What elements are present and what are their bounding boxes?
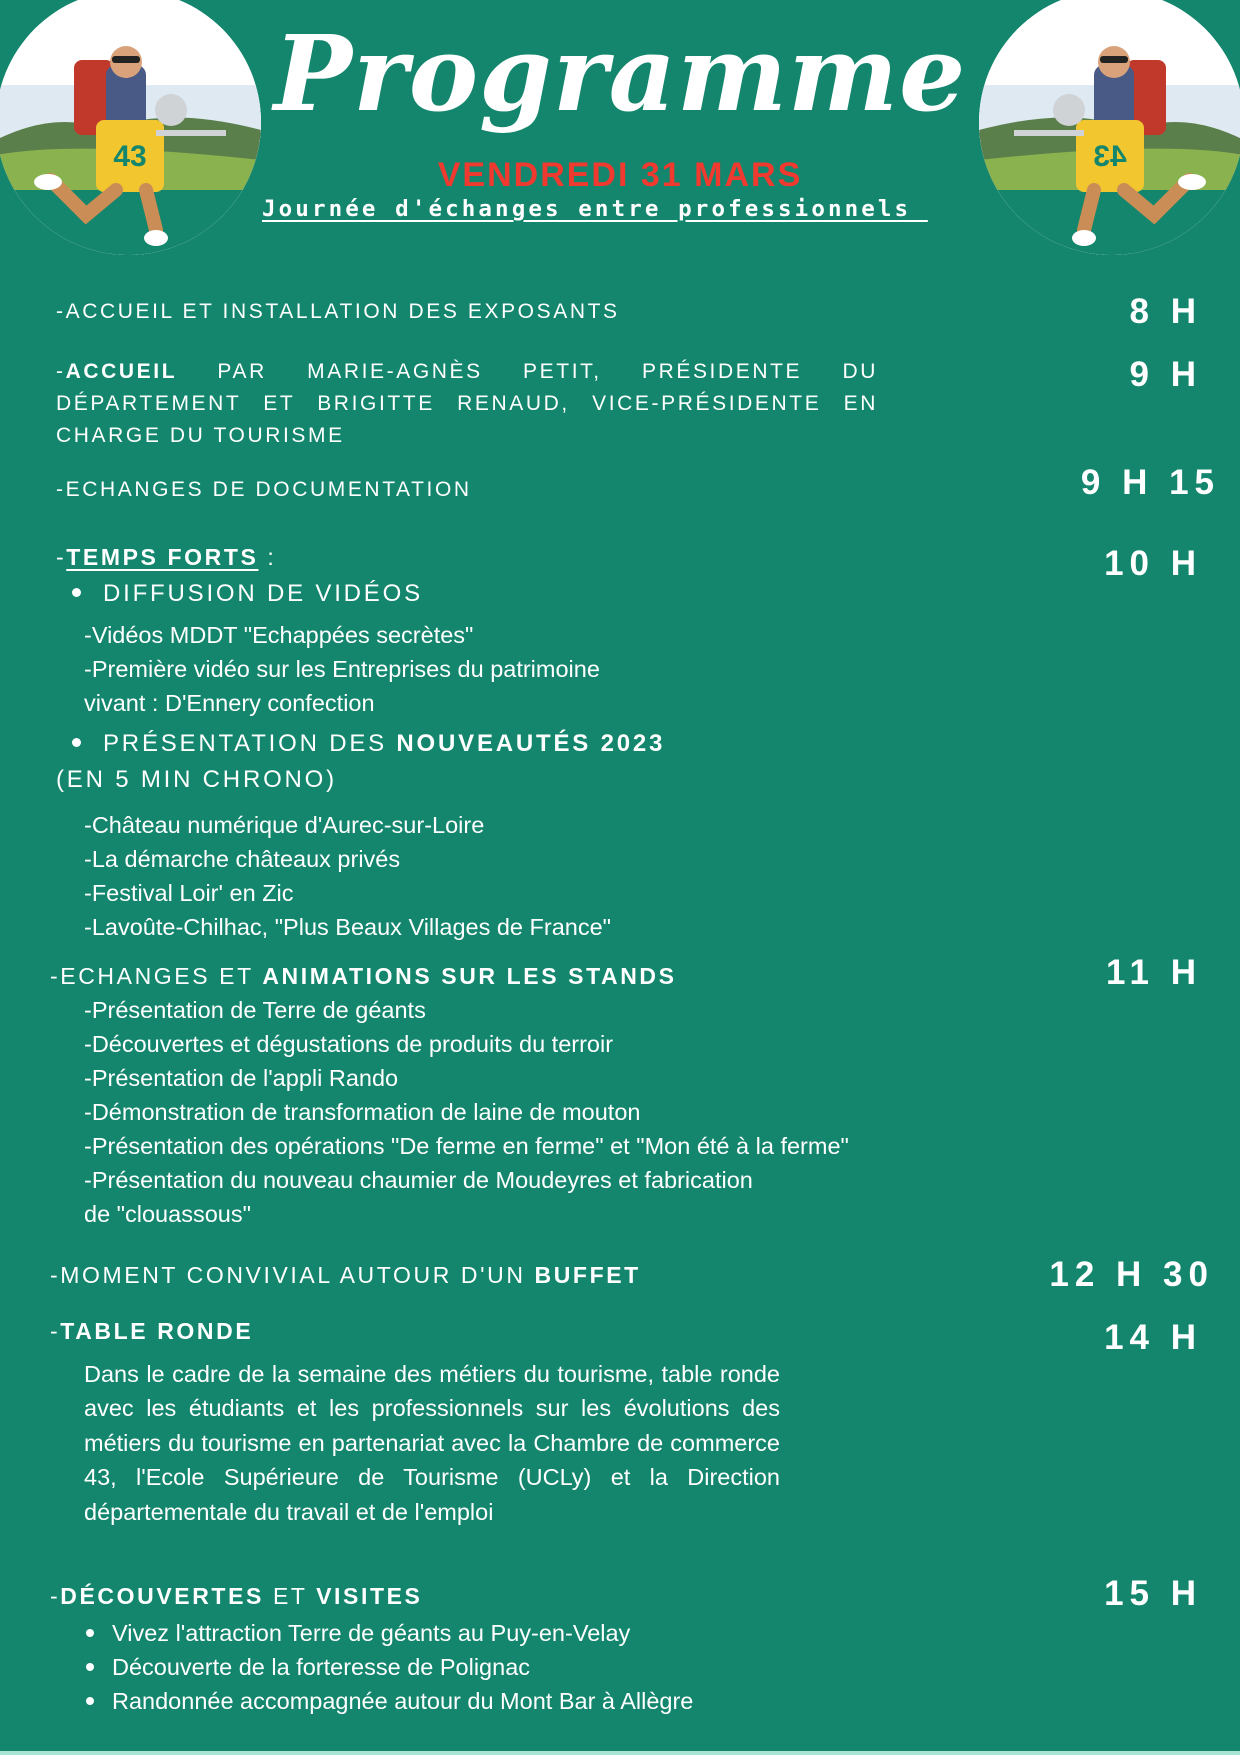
photo-badge-right: 43 — [1093, 140, 1127, 173]
detail-line: -Festival Loir' en Zic — [84, 880, 294, 906]
agenda-heading: -TABLE RONDE — [50, 1318, 254, 1344]
section-nouveautes-subtitle: (EN 5 MIN CHRONO) — [56, 766, 337, 793]
bullet-icon — [72, 738, 81, 747]
detail-line: -Découvertes et dégustations de produits du terroir — [84, 1031, 614, 1057]
detail-line: -La démarche châteaux privés — [84, 846, 401, 872]
list-item: Vivez l'attraction Terre de géants au Puy-en-Velay — [86, 1616, 693, 1650]
bullet-icon — [86, 1629, 94, 1637]
agenda-heading: -ACCUEIL PAR MARIE-AGNÈS PETIT, PRÉSIDENTE DU DÉPARTEMENT ET BRIGITTE RENAUD, VICE-PRÉSIDENTE EN CHARGE DU TOURISME — [56, 360, 878, 447]
photo-badge-left: 43 — [113, 140, 147, 173]
detail-line: -Château numérique d'Aurec-sur-Loire — [84, 812, 485, 838]
detail-line: -Première vidéo sur les Entreprises du patrimoine — [84, 656, 600, 682]
bullet-icon — [72, 588, 81, 597]
section-videos-title: DIFFUSION DE VIDÉOS — [68, 576, 423, 612]
detail-line: -Présentation de Terre de géants — [84, 997, 426, 1023]
detail-line: vivant : D'Ennery confection — [84, 690, 375, 716]
agenda-time: 12 H 30 — [1049, 1255, 1214, 1294]
agenda-heading: -MOMENT CONVIVIAL AUTOUR D'UN BUFFET — [50, 1262, 641, 1288]
agenda-heading: -ACCUEIL ET INSTALLATION DES EXPOSANTS — [56, 300, 620, 323]
visits-list — [86, 1616, 693, 1718]
detail-line: -Démonstration de transformation de laine de mouton — [84, 1099, 641, 1125]
section-nouveautes-title: PRÉSENTATION DES NOUVEAUTÉS 2023 — [68, 726, 665, 762]
page-title: Programme — [273, 12, 967, 135]
bullet-icon — [86, 1663, 94, 1671]
agenda-time: 14 H — [1104, 1318, 1202, 1357]
event-subtitle: Journée d'échanges entre professionnels — [262, 196, 928, 222]
agenda-time: 8 H — [1129, 292, 1202, 331]
detail-line: -Présentation de l'appli Rando — [84, 1065, 399, 1091]
detail-line: de "clouassous" — [84, 1201, 251, 1227]
detail-line: -Vidéos MDDT "Echappées secrètes" — [84, 622, 474, 648]
detail-line: -Présentation des opérations "De ferme en ferme" et "Mon été à la ferme" — [84, 1133, 849, 1159]
agenda-heading: -ECHANGES ET ANIMATIONS SUR LES STANDS — [50, 963, 677, 989]
event-date: VENDREDI 31 MARS — [437, 156, 803, 194]
agenda-heading: -DÉCOUVERTES ET VISITES — [50, 1583, 423, 1609]
list-item: Randonnée accompagnée autour du Mont Bar à Allègre — [86, 1684, 693, 1718]
detail-line: -Présentation du nouveau chaumier de Moudeyres et fabrication — [84, 1167, 753, 1193]
agenda-time: 10 H — [1104, 544, 1202, 583]
bullet-icon — [86, 1697, 94, 1705]
bottom-border — [0, 1751, 1240, 1755]
agenda-heading: -TEMPS FORTS : — [56, 544, 277, 570]
agenda-time: 9 H — [1129, 355, 1202, 394]
agenda-time: 15 H — [1104, 1574, 1202, 1613]
agenda-heading: -ECHANGES DE DOCUMENTATION — [56, 478, 472, 501]
detail-line: -Lavoûte-Chilhac, "Plus Beaux Villages de France" — [84, 914, 612, 940]
table-ronde-description: Dans le cadre de la semaine des métiers du tourisme, table ronde avec les étudiants et les professionnels sur les évolutions des métiers du tourisme en partenariat avec la Chambre de commerce 43, l'Ecole Supérieure de Tourisme (UCLy) et la Direction départementale du travail et de l'emploi — [84, 1361, 780, 1525]
agenda-time: 11 H — [1106, 953, 1202, 992]
list-item: Découverte de la forteresse de Polignac — [86, 1650, 693, 1684]
agenda-time: 9 H 15 — [1080, 463, 1220, 502]
